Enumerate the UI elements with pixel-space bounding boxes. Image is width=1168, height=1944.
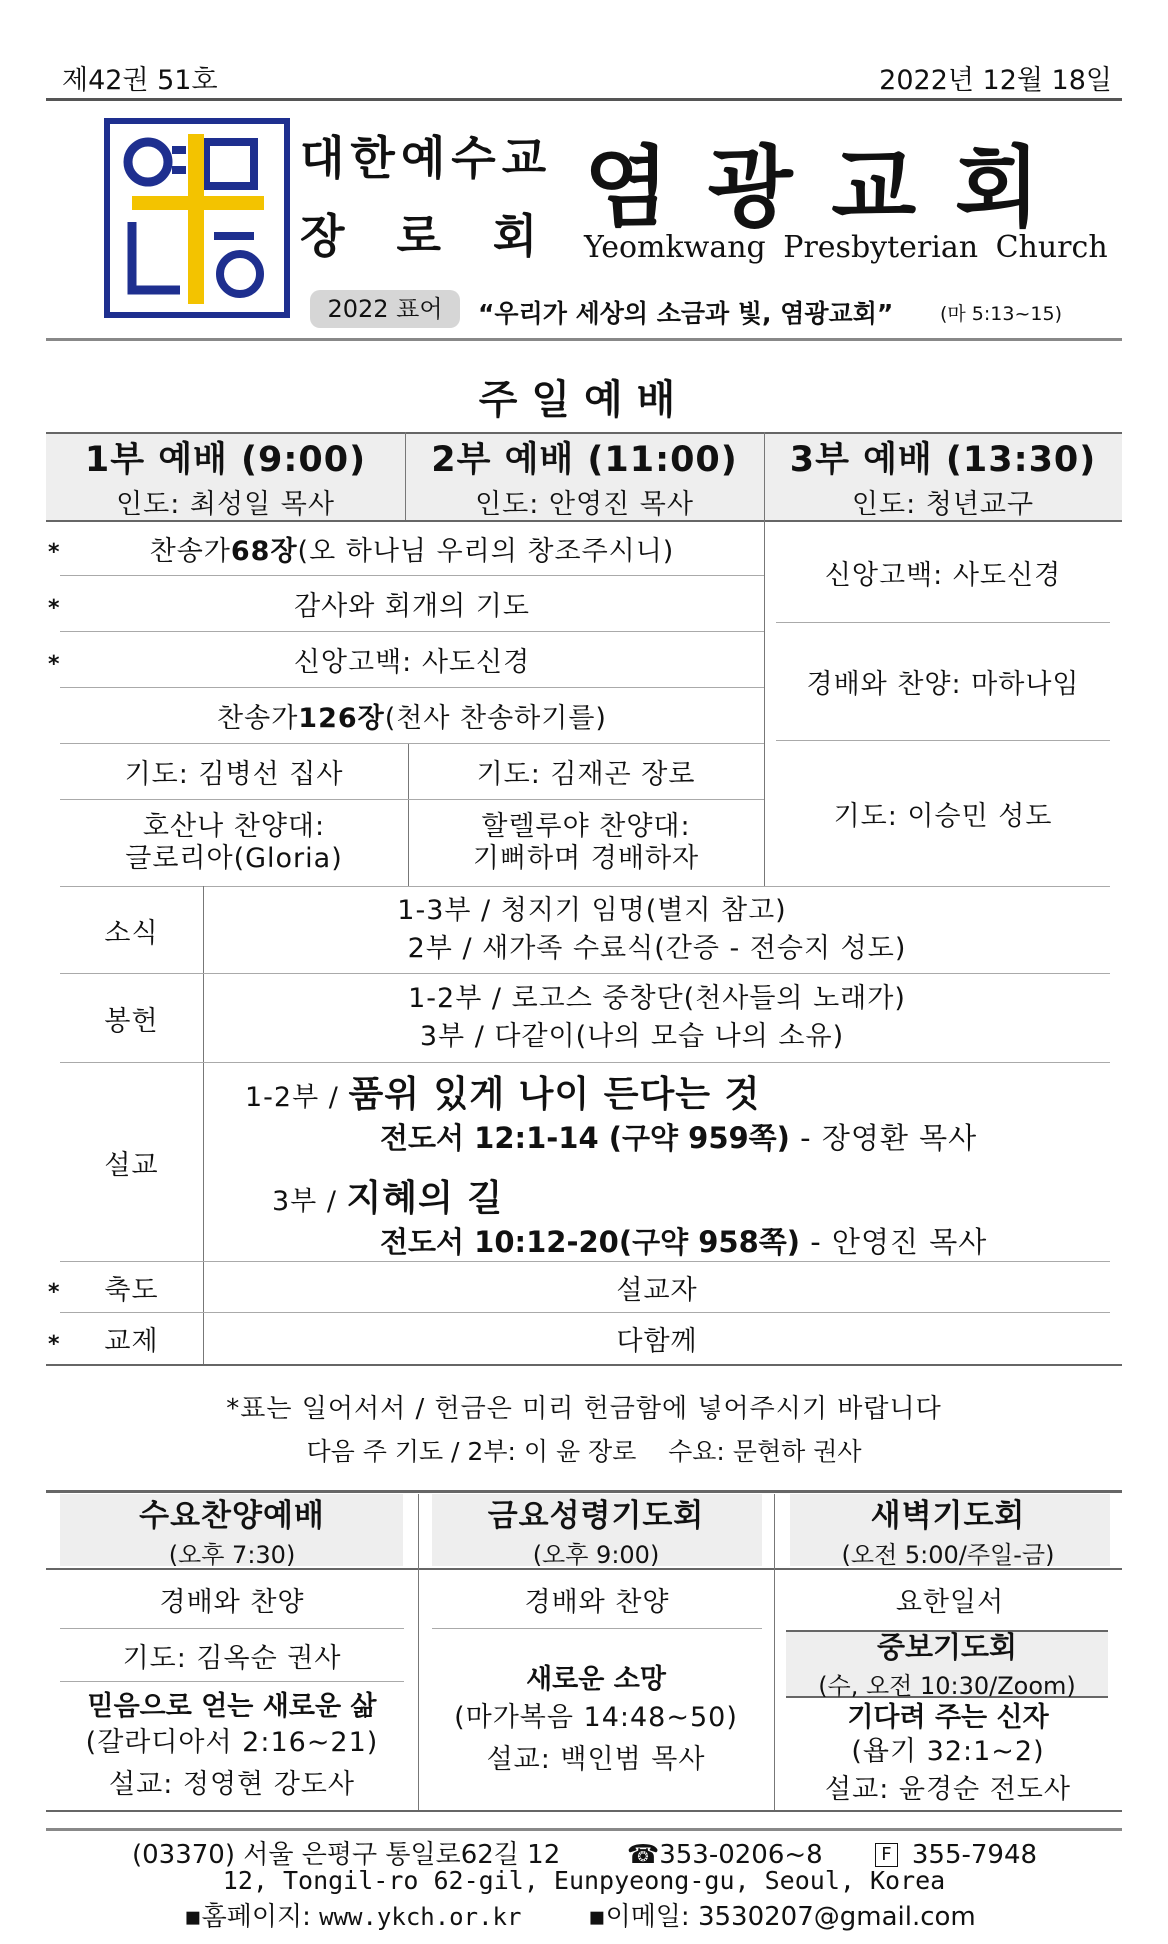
- choir-1-song: 글로리아(Gloria): [125, 843, 343, 874]
- news-content: [204, 887, 1110, 973]
- weekday-bottom-rule: [46, 1810, 1122, 1812]
- phone-number: 353-0206~8: [659, 1840, 823, 1870]
- homepage-label: 홈페이지:: [201, 1902, 320, 1932]
- offering-line-2: 3부 / 다같이(나의 모습 나의 소유): [419, 1021, 845, 1052]
- footer-top-rule: [46, 1828, 1122, 1831]
- sermon-1: [245, 1066, 760, 1117]
- creed: 신앙고백: 사도신경: [293, 646, 531, 678]
- hymn-2-number: 126장: [298, 702, 385, 734]
- hymn-1-title: (오 하나님 우리의 창조주시니): [297, 535, 675, 567]
- service-3-leader: 인도: 청년교구: [851, 488, 1035, 520]
- standing-notice: *표는 일어서서 / 헌금은 미리 헌금함에 넣어주시기 바랍니다: [226, 1394, 942, 1424]
- sermon-2-part: 3부 /: [272, 1186, 347, 1217]
- bullet-icon: ▪: [587, 1902, 606, 1932]
- fax-icon: F: [875, 1843, 897, 1867]
- service-1-leader: 인도: 최성일 목사: [116, 488, 335, 520]
- dawn-header: [774, 1494, 1122, 1569]
- choir-service-1: [60, 800, 408, 886]
- motto-text: “우리가 세상의 소금과 빛, 염광교회”: [478, 299, 894, 328]
- standing-marker: *: [48, 596, 60, 621]
- dawn-sermon-title: 기다려 주는 신자: [847, 1702, 1049, 1733]
- benediction-label: 축도: [104, 1274, 159, 1306]
- wednesday-sermon: [46, 1682, 418, 1810]
- offering-label: 봉헌: [104, 1005, 159, 1037]
- wednesday-sermon-ref: (갈라디아서 2:16~21): [85, 1727, 379, 1758]
- motto-reference: (마 5:13~15): [940, 303, 1062, 325]
- church-logo: [104, 118, 290, 318]
- wednesday-item-1: 경배와 찬양: [159, 1586, 305, 1618]
- worship-title: 주일예배: [478, 377, 690, 423]
- choir-2-name: 할렐루야 찬양대:: [481, 811, 691, 842]
- footer-web: [184, 1896, 976, 1933]
- sermon-2: [272, 1170, 503, 1221]
- third-praise: 경배와 찬양: 마하나임: [806, 668, 1080, 700]
- church-name-english: Yeomkwang Presbyterian Church: [584, 230, 1108, 265]
- fellowship-value: 다함께: [616, 1326, 698, 1357]
- wednesday-sermon-title: 믿음으로 얻는 새로운 삶: [87, 1691, 377, 1722]
- dawn-time: (오전 5:00/주일-금): [841, 1541, 1055, 1569]
- friday-time: (오후 9:00): [532, 1541, 660, 1569]
- sermon-2-preacher: - 안영진 목사: [800, 1225, 988, 1259]
- choir-2-song: 기뻐하며 경배하자: [472, 843, 700, 874]
- hymn-2-title: (천사 찬송하기를): [384, 702, 607, 734]
- service-2: [405, 432, 764, 520]
- wednesday-title: 수요찬양예배: [139, 1498, 325, 1534]
- choir-1-name: 호산나 찬양대:: [142, 811, 326, 842]
- friday-preacher: 설교: 백인범 목사: [486, 1743, 706, 1775]
- fax-number: 355-7948: [911, 1840, 1038, 1870]
- logo-emblem-icon: [110, 124, 284, 312]
- intercession-time: (수, 오전 10:30/Zoom): [818, 1672, 1076, 1700]
- fellowship-label: 교제: [104, 1326, 159, 1357]
- service-3: [764, 432, 1122, 520]
- hymn-2-prefix: 찬송가: [217, 702, 299, 734]
- friday-item-1: 경배와 찬양: [524, 1586, 670, 1618]
- wednesday-item-2: 기도: 김옥순 권사: [122, 1642, 342, 1674]
- dawn-sermon: [774, 1698, 1122, 1810]
- email-link[interactable]: 3530207@gmail.com: [697, 1902, 976, 1932]
- email-label: 이메일:: [605, 1902, 698, 1932]
- denomination-line2: 장 로 회: [300, 209, 556, 263]
- dawn-sermon-ref: (욥기 32:1~2): [851, 1736, 1045, 1767]
- offering-content: [204, 974, 1110, 1062]
- bullet-icon: ▪: [184, 1902, 202, 1932]
- service-1: [46, 432, 405, 520]
- friday-header: [418, 1494, 774, 1569]
- service-1-name: 1부 예배 (9:00): [84, 439, 367, 480]
- bulletin-date: 2022년 12월 18일: [879, 65, 1112, 96]
- third-prayer: 기도: 이승민 성도: [833, 801, 1053, 832]
- dawn-item-1: 요한일서: [895, 1586, 1005, 1618]
- motto-badge: 2022 표어: [310, 290, 460, 328]
- hymn-2: [60, 688, 764, 742]
- header-bottom-rule: [46, 338, 1122, 341]
- header-top-rule: [46, 98, 1122, 101]
- hymn-1-prefix: 찬송가: [149, 535, 231, 567]
- prayer-service-1: 기도: 김병선 집사: [124, 758, 344, 790]
- sermon-1-scripture: 전도서 12:1-14 (구약 959쪽): [380, 1121, 790, 1155]
- wednesday-time: (오후 7:30): [168, 1541, 296, 1569]
- sermon-2-scripture: 전도서 10:12-20(구약 958쪽): [380, 1225, 801, 1259]
- dawn-title: 새벽기도회: [870, 1498, 1026, 1534]
- friday-sermon-ref: (마가복음 14:48~50): [454, 1701, 738, 1733]
- hymn-1: [60, 522, 764, 574]
- wednesday-preacher: 설교: 정영현 강도사: [109, 1769, 355, 1800]
- volume-number: 제42권 51호: [62, 65, 218, 96]
- choir-service-2: [408, 800, 764, 886]
- third-creed: 신앙고백: 사도신경: [824, 559, 1062, 591]
- sermon-1-preacher: - 장영환 목사: [789, 1121, 978, 1155]
- news-line-1: 1-3부 / 청지기 임명(별지 참고): [397, 895, 787, 926]
- next-week-prayer: 다음 주 기도 / 2부: 이 윤 장로 수요: 문현하 권사: [306, 1437, 862, 1466]
- friday-sermon-title: 새로운 소망: [526, 1663, 666, 1695]
- news-line-2: 2부 / 새가족 수료식(간증 - 전승지 성도): [407, 933, 907, 964]
- sermon-1-part: 1-2부 /: [245, 1082, 349, 1113]
- worship-bottom-rule: [46, 1364, 1122, 1366]
- offering-bottom-rule: [60, 1062, 1110, 1063]
- service-2-leader: 인도: 안영진 목사: [475, 488, 694, 520]
- sermon-1-reference: [380, 1116, 977, 1157]
- service-2-name: 2부 예배 (11:00): [431, 439, 738, 480]
- sermon-1-title: 품위 있게 나이 든다는 것: [348, 1074, 761, 1115]
- church-name: 염 광 교 회: [584, 136, 1044, 239]
- standing-marker: *: [48, 540, 60, 565]
- prayer-service-2: 기도: 김재곤 장로: [476, 758, 696, 790]
- standing-marker: *: [48, 652, 60, 677]
- order-right-divider: [764, 520, 765, 886]
- denomination-line1: 대한예수교: [300, 131, 553, 185]
- sermon-2-title: 지혜의 길: [346, 1178, 504, 1219]
- dawn-preacher: 설교: 윤경순 전도사: [825, 1774, 1071, 1805]
- service-3-name: 3부 예배 (13:30): [789, 439, 1097, 480]
- friday-title: 금요성령기도회: [487, 1498, 705, 1534]
- confession-prayer: 감사와 회개의 기도: [294, 590, 530, 622]
- offering-line-1: 1-2부 / 로고스 중창단(천사들의 노래가): [408, 983, 906, 1014]
- intercession-title: 중보기도회: [876, 1630, 1018, 1664]
- phone-icon: ☎: [626, 1840, 660, 1870]
- standing-marker: *: [48, 1332, 60, 1357]
- intercession-header: [786, 1630, 1108, 1700]
- church-address: (03370) 서울 은평구 통일로62길 12: [132, 1840, 561, 1870]
- sermon-2-reference: [380, 1220, 987, 1261]
- hymn-1-number: 68장: [230, 535, 298, 567]
- benediction-value: 설교자: [616, 1274, 698, 1306]
- sermon-label: 설교: [104, 1149, 159, 1181]
- news-label: 소식: [104, 917, 159, 949]
- standing-marker: *: [48, 1280, 60, 1305]
- church-address-english: 12, Tongil-ro 62-gil, Eunpyeong-gu, Seoul, Korea: [222, 1866, 946, 1895]
- friday-sermon: [418, 1629, 774, 1810]
- homepage-link[interactable]: www.ykch.or.kr: [319, 1903, 522, 1931]
- wednesday-header: [46, 1494, 418, 1569]
